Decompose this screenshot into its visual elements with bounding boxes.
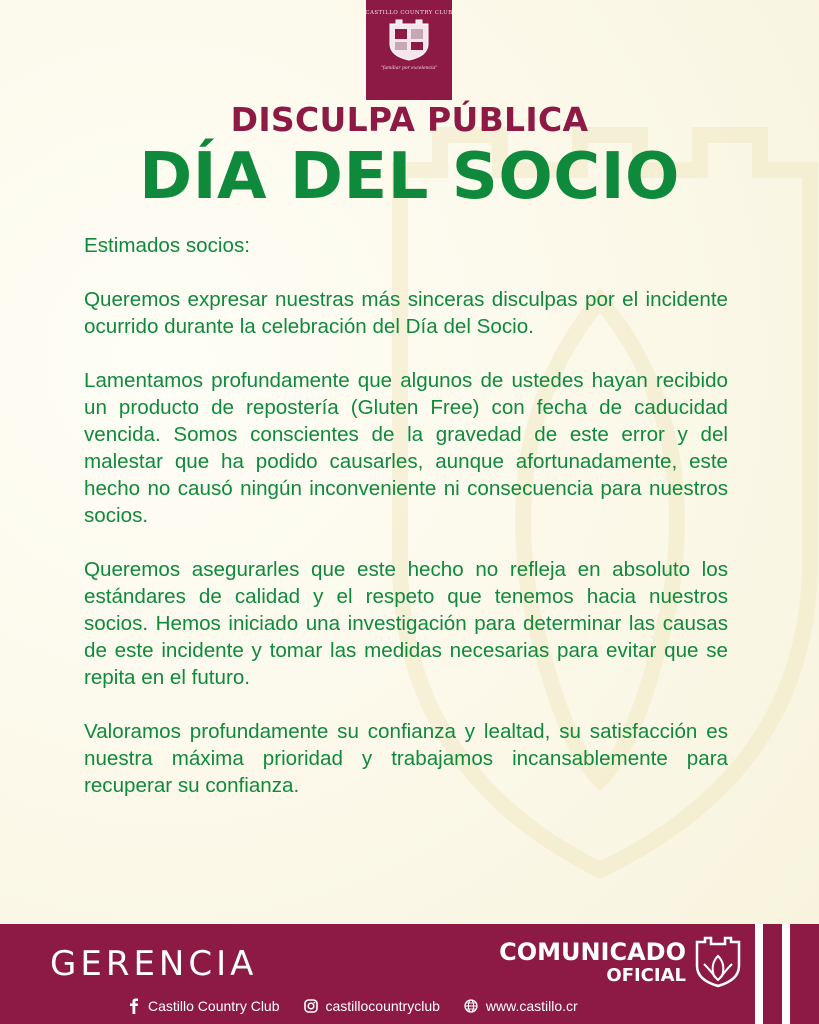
- website-link[interactable]: [464, 998, 578, 1014]
- facebook-link-label: Castillo Country Club: [148, 998, 280, 1014]
- facebook-icon: [128, 998, 140, 1014]
- footer-links: [128, 998, 602, 1014]
- official-badge-line1: COMUNICADO: [499, 938, 686, 966]
- footer-stripe: [755, 924, 763, 1024]
- letter-body: [84, 232, 728, 826]
- official-badge-line2: OFICIAL: [606, 965, 686, 986]
- banner-brand-name: CASTILLO COUNTRY CLUB: [365, 10, 453, 16]
- website-link-label: www.castillo.cr: [485, 998, 578, 1014]
- footer: [0, 924, 819, 1024]
- castle-emblem-icon: [694, 936, 742, 988]
- instagram-link[interactable]: [304, 998, 440, 1014]
- club-crest-icon: [386, 18, 432, 62]
- page-subtitle: DISCULPA PÚBLICA: [230, 100, 589, 139]
- instagram-link-label: castillocountryclub: [325, 998, 440, 1014]
- footer-stripe: [782, 924, 790, 1024]
- facebook-link[interactable]: [128, 998, 280, 1014]
- letter-greeting: Estimados socios:: [84, 234, 250, 257]
- globe-icon: [464, 999, 478, 1013]
- banner-motto: "familiar por excelencia": [380, 66, 438, 71]
- instagram-icon: [304, 999, 318, 1013]
- letter-paragraph-2: Lamentamos profundamente que algunos de ustedes hayan recibido un producto de repostería (Gluten Free) con fecha de caducidad vencida. Somos conscientes de la gravedad de este error y del malestar que ha podido causarles, aunque afortunadamente, este hecho no causó ningún inconveniente ni consecuencia para nuestros socios.: [84, 369, 728, 527]
- club-logo-banner: [366, 0, 452, 100]
- letter-paragraph-4: Valoramos profundamente su confianza y lealtad, su satisfacción es nuestra máxima prioridad y trabajamos incansablemente para recuperar su confianza.: [84, 720, 728, 797]
- letter-paragraph-1: Queremos expresar nuestras más sinceras disculpas por el incidente ocurrido durante la celebración del Día del Socio.: [84, 288, 728, 338]
- page-title: DÍA DEL SOCIO: [139, 140, 680, 214]
- letter-paragraph-3: Queremos asegurarles que este hecho no refleja en absoluto los estándares de calidad y el respeto que tenemos hacia nuestros socios. Hemos iniciado una investigación para determinar las causas de este incidente y tomar las medidas necesarias para evitar que se repita en el futuro.: [84, 558, 728, 689]
- footer-signature: GERENCIA: [50, 944, 258, 984]
